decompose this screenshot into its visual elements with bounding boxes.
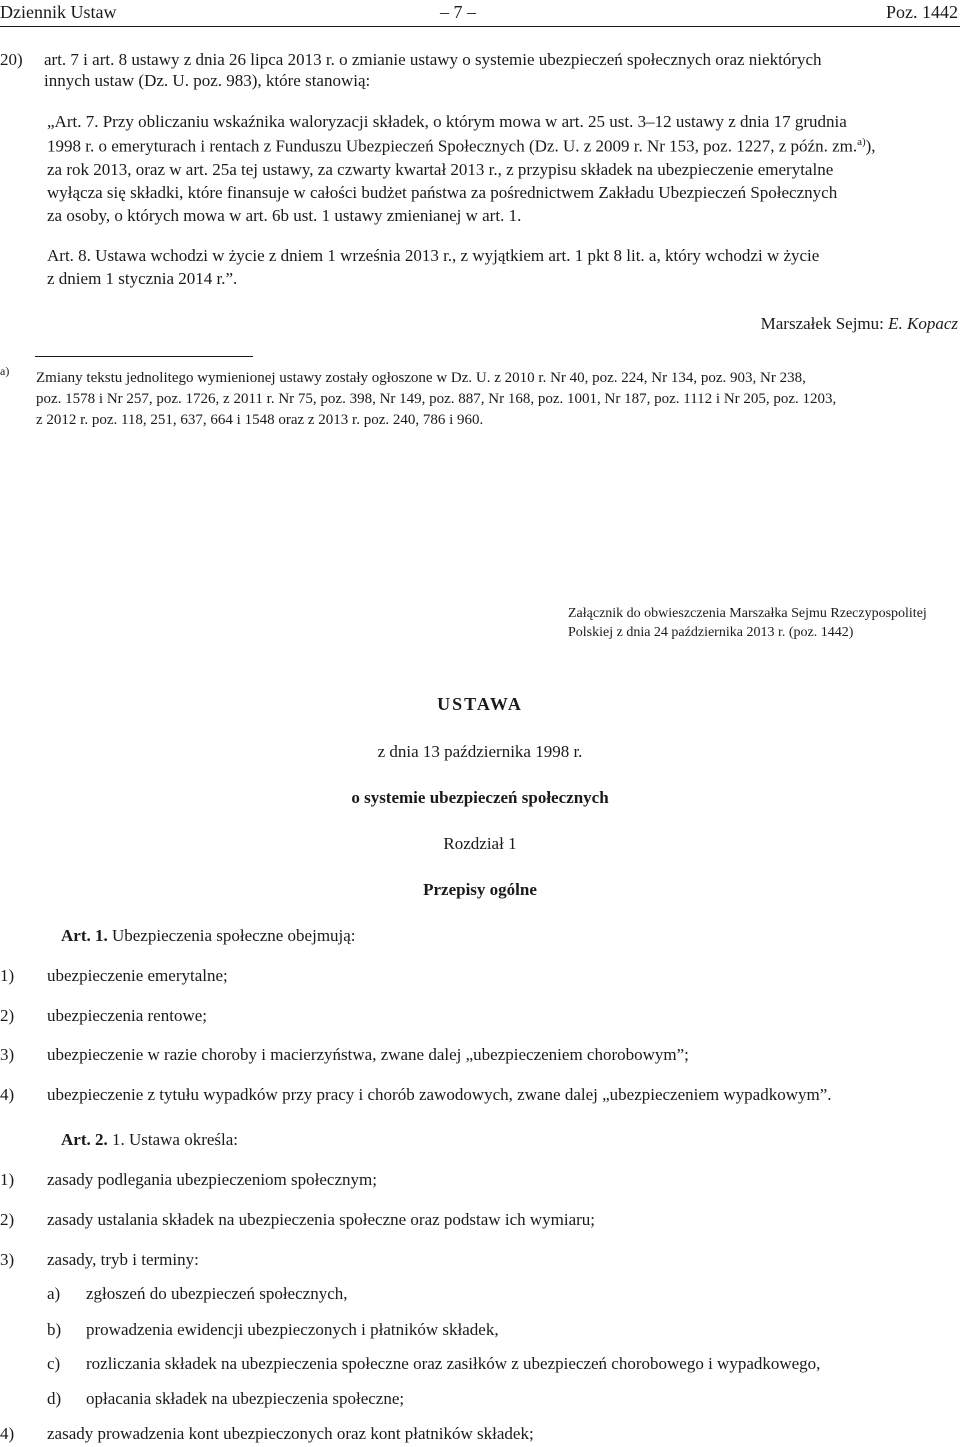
art2-item-1-number: 1) (0, 1170, 15, 1189)
art7-line-2: 1998 r. o emeryturach i rentach z Funduszu Ubezpieczeń Społecznych (Dz. U. z 2009 r. Nr 153, poz. 1227, z późn. zm.$^{a)}$), (47, 136, 876, 156)
item-20-line-2: innych ustaw (Dz. U. poz. 983), które stanowią: (44, 71, 371, 90)
footnote-line-1: Zmiany tekstu jednolitego wymienionej ustawy zostały ogłoszone w Dz. U. z 2010 r. Nr 40, poz. 224, Nr 134, poz. 903, Nr 238, (36, 370, 806, 386)
annex-line-2: Polskiej z dnia 24 października 2013 r. (poz. 1442) (568, 625, 854, 640)
art7-line-1: „Art. 7. Przy obliczaniu wskaźnika waloryzacji składek, o którym mowa w art. 25 ust. 3–12 ustawy z dnia 17 grudnia (47, 112, 847, 131)
art1-intro: Art. 1. Ubezpieczenia społeczne obejmują: (61, 926, 356, 945)
act-subject: o systemie ubezpieczeń społecznych (351, 788, 609, 807)
art8-line-2: z dniem 1 stycznia 2014 r.”. (47, 269, 238, 288)
art1-item-3-number: 3) (0, 1045, 15, 1064)
art1-item-3-text: ubezpieczenie w razie choroby i macierzyństwa, zwane dalej „ubezpieczeniem chorobowym”; (47, 1045, 689, 1064)
art7-line-4: wyłącza się składki, które finansuje w całości budżet państwa za pośrednictwem Zakładu Ubezpieczeń Społecznych (47, 183, 838, 202)
position-number: Poz. 1442 (886, 2, 958, 22)
art2-label: Art. 2. (61, 1130, 108, 1149)
chapter-number: Rozdział 1 (443, 834, 517, 853)
art2-item-2-text: zasady ustalania składek na ubezpieczenia społeczne oraz podstaw ich wymiaru; (47, 1210, 596, 1229)
art2-item-2-number: 2) (0, 1210, 15, 1229)
art1-label: Art. 1. (61, 926, 108, 945)
art2-item-1-text: zasady podlegania ubezpieczeniom społecznym; (47, 1170, 377, 1189)
art1-item-2-text: ubezpieczenia rentowe; (47, 1006, 207, 1025)
signature-role: Marszałek Sejmu: (760, 314, 889, 333)
journal-title: Dziennik Ustaw (0, 2, 117, 22)
footnote-line-3: z 2012 r. poz. 118, 251, 637, 664 i 1548 oraz z 2013 r. poz. 240, 786 i 960. (36, 412, 484, 428)
footnote-ref: a) (857, 136, 866, 148)
art1-item-4-text: ubezpieczenie z tytułu wypadków przy pracy i chorób zawodowych, zwane dalej „ubezpieczeniem wypadkowym”. (47, 1085, 832, 1104)
footnote-line-2: poz. 1578 i Nr 257, poz. 1726, z 2011 r. Nr 75, poz. 398, Nr 149, poz. 887, Nr 168, poz. 1001, Nr 187, poz. 1112 i Nr 205, poz. 1203, (36, 391, 837, 407)
art2-item-4-number: 4) (0, 1424, 15, 1443)
art2-subitem-d-text: opłacania składek na ubezpieczenia społeczne; (86, 1389, 405, 1408)
art2-subitem-b-text: prowadzenia ewidencji ubezpieczonych i płatników składek, (86, 1320, 499, 1339)
header-rule (0, 26, 960, 27)
item-20-number: 20) (0, 50, 23, 69)
art2-intro: Art. 2. 1. Ustawa określa: (61, 1130, 239, 1149)
art1-item-1-number: 1) (0, 966, 15, 985)
art2-subitem-c-number: c) (47, 1354, 61, 1373)
art2-subitem-c-text: rozliczania składek na ubezpieczenia społeczne oraz zasiłków z ubezpieczeń chorobowego i wypadkowego, (86, 1354, 821, 1373)
item-20-line-1: art. 7 i art. 8 ustawy z dnia 26 lipca 2013 r. o zmianie ustawy o systemie ubezpieczeń społecznych oraz niektórych (44, 50, 822, 69)
art2-subitem-b-number: b) (47, 1320, 62, 1339)
footnote-mark: a) (0, 364, 10, 378)
act-title: USTAWA (437, 694, 523, 714)
art2-subitem-d-number: d) (47, 1389, 62, 1408)
signature (761, 314, 958, 334)
art2-item-4-text: zasady prowadzenia kont ubezpieczonych oraz kont płatników składek; (47, 1424, 534, 1443)
art2-item-3-number: 3) (0, 1250, 15, 1269)
chapter-title: Przepisy ogólne (423, 880, 537, 899)
annex-line-1: Załącznik do obwieszczenia Marszałka Sejmu Rzeczypospolitej (568, 606, 927, 621)
signature-name: E. Kopacz (888, 314, 958, 333)
art2-item-3-text: zasady, tryb i terminy: (47, 1250, 199, 1269)
art7-line-5: za osoby, o których mowa w art. 6b ust. 1 ustawy zmienianej w art. 1. (47, 206, 522, 225)
footnote-rule (35, 356, 253, 357)
art1-item-2-number: 2) (0, 1006, 15, 1025)
art2-subitem-a-text: zgłoszeń do ubezpieczeń społecznych, (86, 1284, 348, 1303)
art1-item-4-number: 4) (0, 1085, 15, 1104)
art7-line-3: za rok 2013, oraz w art. 25a tej ustawy, za czwarty kwartał 2013 r., z przypisu składek na ubezpieczenie emerytalne (47, 160, 834, 179)
art1-item-1-text: ubezpieczenie emerytalne; (47, 966, 228, 985)
art8-line-1: Art. 8. Ustawa wchodzi w życie z dniem 1 września 2013 r., z wyjątkiem art. 1 pkt 8 lit. a, który wchodzi w życie (47, 246, 820, 265)
page-number: – 7 – (440, 2, 476, 22)
act-date: z dnia 13 października 1998 r. (377, 742, 583, 761)
art2-subitem-a-number: a) (47, 1284, 61, 1303)
